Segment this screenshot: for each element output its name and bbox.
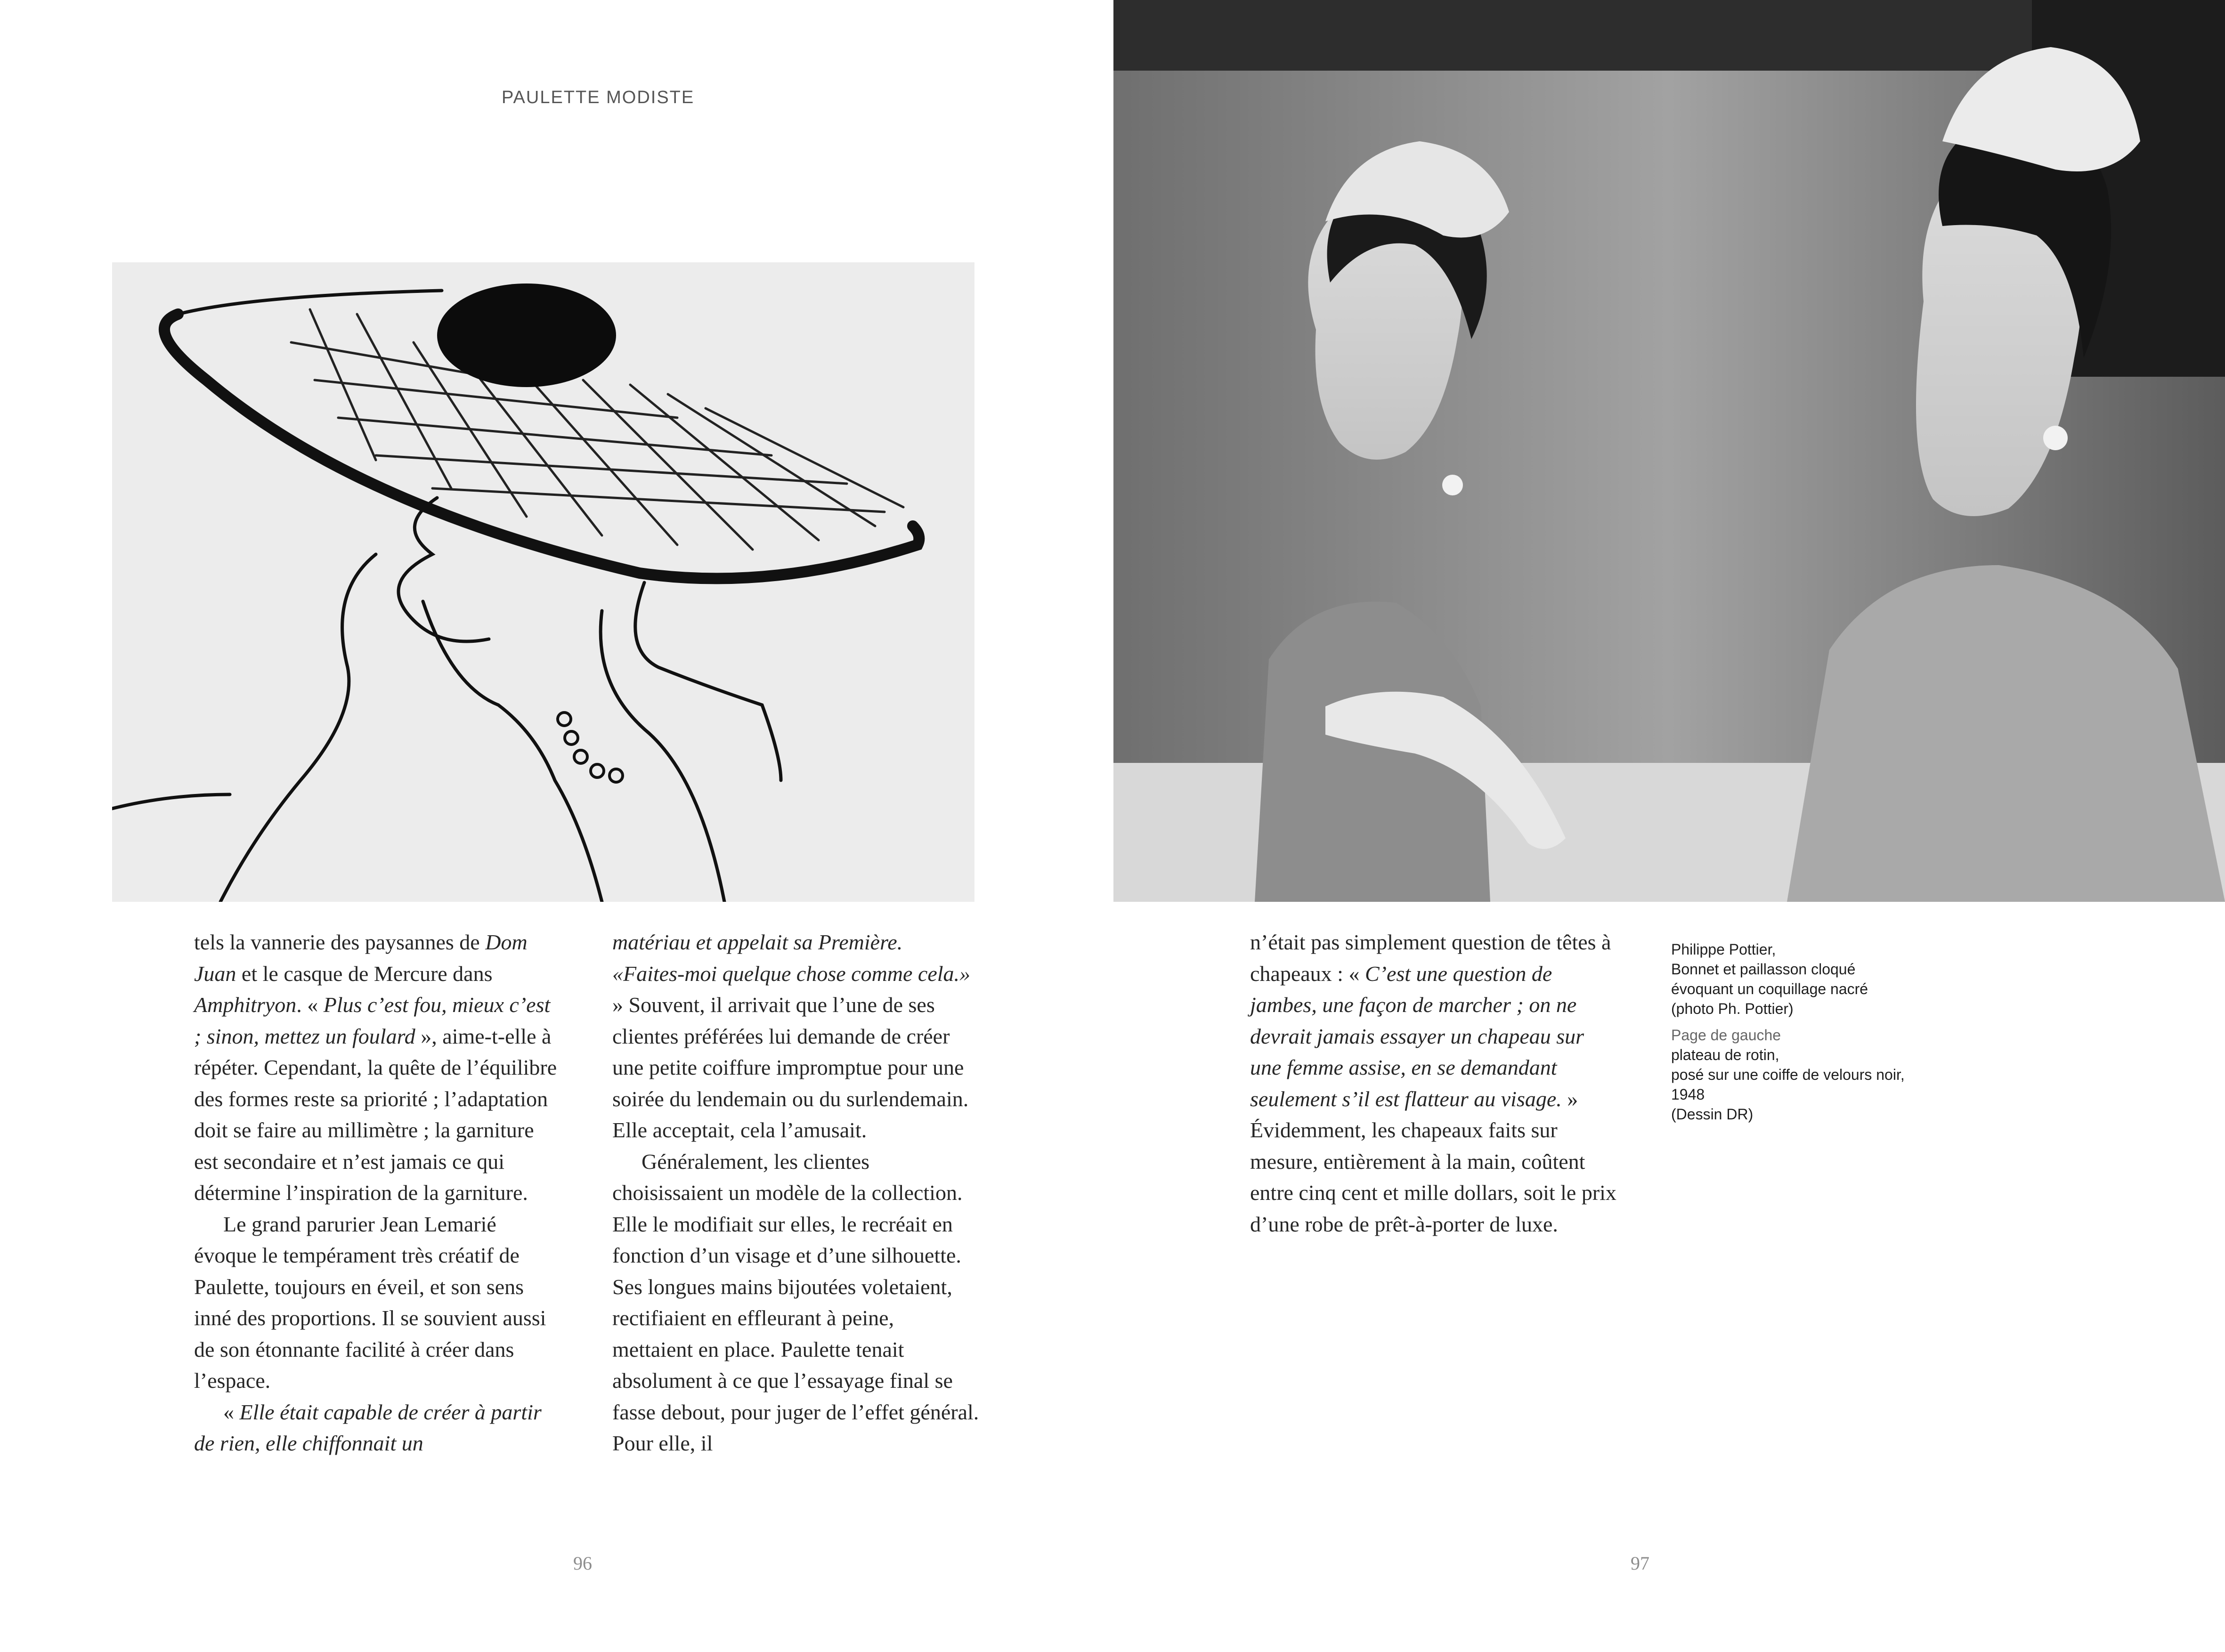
caption-left-page-label: Page de gauche <box>1671 1027 1781 1044</box>
caption-drawing-description-2: posé sur une coiffe de velours noir, 1948 <box>1671 1066 1905 1103</box>
paragraph: matériau et appelait sa Première. «Faites-moi quelque chose comme cela.» » Souvent, il arrivait que l’une de ses clientes préférées lui demande de créer une petite coiffure impromptue pour une soirée du lendemain ou du surlendemain. Elle acceptait, cela l’amusait. <box>612 930 971 1142</box>
paragraph: Généralement, les clientes choisissaient un modèle de la collection. Elle le modifiait sur elles, le recréait en fonction d’un visage et d’une silhouette. Ses longues mains bijoutées voletaient, rectifiaient en effleurant à peine, mettaient en place. Paulette tenait absolument à ce que l’essayage final se fasse debout, pour juger de l’effet général. Pour elle, il <box>612 1149 979 1455</box>
hat-sketch-drawing <box>112 262 974 902</box>
page-number-left: 96 <box>573 1553 592 1574</box>
running-head: PAULETTE MODISTE <box>502 88 695 107</box>
right-page-column-1 <box>1250 927 1617 1240</box>
left-page-column-2 <box>612 927 980 1459</box>
caption-drawing-credit: (Dessin DR) <box>1671 1106 1754 1123</box>
caption-photo-description: Bonnet et paillasson cloqué évoquant un coquillage nacré <box>1671 961 1868 997</box>
paragraph: « Elle était capable de créer à partir de rien, elle chiffonnait un <box>194 1400 542 1455</box>
paragraph: tels la vannerie des paysannes de Dom Juan et le casque de Mercure dans Amphitryon. « Plus c’est fou, mieux c’est ; sinon, mettez un foulard », aime-t-elle à répéter. Cependant, la quête de l’équilibre des formes reste sa priorité ; l’adaptation doit se faire au millimètre ; la garniture est secondaire et n’est jamais ce qui détermine l’inspiration de la garniture. <box>194 930 557 1205</box>
hat-drawing-illustration <box>112 262 974 902</box>
caption-drawing-description-1: plateau de rotin, <box>1671 1046 1779 1063</box>
caption-photo-credit: (photo Ph. Pottier) <box>1671 1000 1794 1017</box>
black-white-portrait-photo <box>1113 0 2225 902</box>
left-page-column-1 <box>194 927 561 1459</box>
paragraph: Le grand parurier Jean Lemarié évoque le tempérament très créatif de Paulette, toujours en éveil, et son sens inné des proportions. Il se souvient aussi de son étonnante facilité à créer dans l’espace. <box>194 1212 546 1393</box>
photo-caption <box>1671 939 1916 1124</box>
caption-photographer: Philippe Pottier, <box>1671 941 1776 958</box>
page-number-right: 97 <box>1631 1553 1649 1574</box>
photograph-model-hats <box>1113 0 2225 902</box>
paragraph: n’était pas simplement question de têtes à chapeaux : « C’est une question de jambes, une façon de marcher ; on ne devrait jamais essayer un chapeau sur une femme assise, en se demandant seulement s’il est flatteur au visage. » Évidemment, les chapeaux faits sur mesure, entièrement à la main, coûtent entre cinq cent et mille dollars, soit le prix d’une robe de prêt-à-porter de luxe. <box>1250 930 1616 1236</box>
